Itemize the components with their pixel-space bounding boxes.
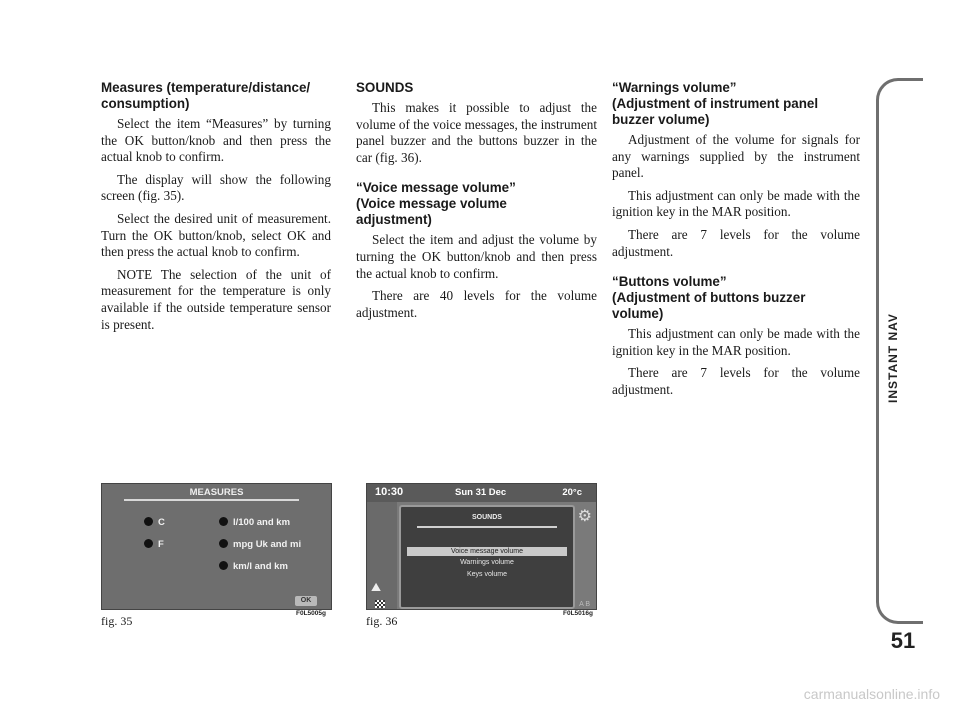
heading-buttons-volume: “Buttons volume” (Adjustment of buttons buzzer volume) <box>612 274 806 322</box>
column-volumes <box>612 80 860 405</box>
mountain-icon: ⛰ <box>371 580 382 594</box>
outside-temperature: 20°c <box>562 487 582 498</box>
date: Sun 31 Dec <box>455 487 507 498</box>
paragraph: There are 40 levels for the volume adjustment. <box>356 288 597 320</box>
paragraph: This adjustment can only be made with the ignition key in the MAR position. <box>612 326 860 358</box>
paragraph: Select the item “Measures” by turning the OK button/knob and then press the actual knob to confirm. <box>101 116 331 165</box>
heading-sounds: SOUNDS <box>356 80 414 95</box>
option-mpg: mpg Uk and mi <box>219 539 301 550</box>
radio-dot-icon <box>219 517 228 526</box>
paragraph: There are 7 levels for the volume adjustment. <box>612 365 860 397</box>
paragraph: Select the item and adjust the volume by turning the OK button/knob and then press the actual knob to confirm. <box>356 232 597 281</box>
heading-measures: Measures (temperature/distance/ consumption) <box>101 80 311 111</box>
heading-voice-message-volume: “Voice message volume” (Voice message volume adjustment) <box>356 180 516 228</box>
option-fahrenheit: F <box>144 539 164 550</box>
paragraph: Adjustment of the volume for signals for any warnings supplied by the instrument panel. <box>612 132 860 181</box>
figure-code: F0L5016g <box>563 610 593 617</box>
paragraph: Select the desired unit of measurement. Turn the OK button/knob, select OK and then press the actual knob to confirm. <box>101 210 331 260</box>
section-title: INSTANT NAV <box>886 313 900 403</box>
option-celsius: C <box>144 517 165 528</box>
heading-warnings-volume: “Warnings volume” (Adjustment of instrument panel buzzer volume) <box>612 80 819 127</box>
paragraph: The display will show the following screen (fig. 35). <box>101 171 331 204</box>
paragraph: There are 7 levels for the volume adjustment. <box>612 226 860 259</box>
status-bar <box>367 484 596 502</box>
figure-code: F0L5005g <box>296 610 326 617</box>
checkered-flag-icon <box>375 600 385 608</box>
screen-title: MEASURES <box>189 487 244 498</box>
clock: 10:30 <box>375 486 404 498</box>
gear-icon: ⚙ <box>577 508 592 525</box>
paragraph: This makes it possible to adjust the volume of the voice messages, the instrument panel buzzer and the buttons buzzer in the car (fig. 36). <box>356 100 597 165</box>
figure-sounds-screen <box>366 483 597 610</box>
watermark: carmanualsonline.info <box>803 686 940 702</box>
option-kml: km/l and km <box>219 561 288 572</box>
column-sounds <box>356 80 597 327</box>
column-measures <box>101 80 331 339</box>
option-l100km: l/100 and km <box>219 517 290 528</box>
page-number: 51 <box>890 628 916 653</box>
ok-button: OK <box>295 596 317 606</box>
figure-label: fig. 35 <box>101 614 133 628</box>
title-underline <box>417 526 557 528</box>
sounds-menu-panel <box>399 505 575 609</box>
note-paragraph: NOTE The selection of the unit of measurement for the temperature is only available if the outside temperature sensor is present. <box>101 266 331 332</box>
corner-text: A B <box>579 601 590 608</box>
paragraph: This adjustment can only be made with the ignition key in the MAR position. <box>612 187 860 220</box>
figure-measures-screen <box>101 483 332 610</box>
radio-dot-icon <box>219 539 228 548</box>
radio-dot-icon <box>219 561 228 570</box>
menu-item-warnings-volume: Warnings volume <box>460 559 514 566</box>
menu-title: SOUNDS <box>472 514 502 521</box>
figure-label: fig. 36 <box>366 614 398 628</box>
title-underline <box>124 499 299 501</box>
radio-dot-icon <box>144 539 153 548</box>
menu-item-keys-volume: Keys volume <box>466 571 508 578</box>
menu-item-voice-message-volume: Voice message volume <box>407 547 567 556</box>
radio-dot-icon <box>144 517 153 526</box>
